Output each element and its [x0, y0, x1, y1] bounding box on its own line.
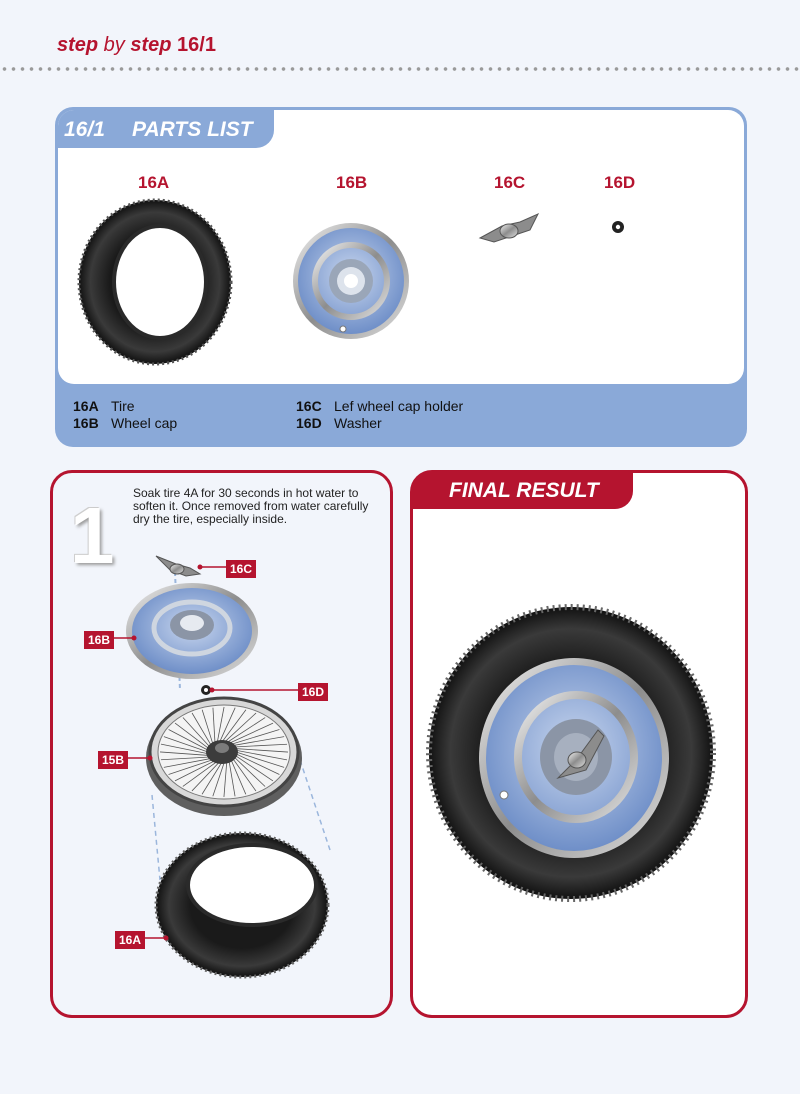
final-result-title: FINAL RESULT	[449, 479, 599, 502]
label-16b: 16B	[84, 631, 114, 649]
cap-holder-16c-image	[480, 214, 538, 242]
part-code-16a: 16A	[138, 173, 170, 192]
part-code-16c: 16C	[494, 173, 526, 192]
parts-list-title: PARTS LIST	[132, 118, 253, 141]
header-step-2: step	[130, 34, 172, 56]
part-code-16d: 16D	[604, 173, 636, 192]
header-by: by	[98, 34, 131, 56]
label-16d: 16D	[298, 683, 328, 701]
wheel-cap-16b-image	[293, 223, 409, 339]
header-number: 16/1	[171, 34, 216, 56]
part-code-16b: 16B	[336, 173, 368, 192]
label-16a: 16A	[115, 931, 145, 949]
label-15b: 15B	[98, 751, 128, 769]
step-number: 1	[70, 491, 115, 580]
final-result-tab	[411, 471, 633, 509]
parts-list-number: 16/1	[64, 118, 105, 141]
legend-row-16c: 16C Lef wheel cap holder	[296, 398, 464, 414]
washer-16d-image	[612, 221, 624, 233]
step1-instruction: Soak tire 4A for 30 seconds in hot water to soften it. Once removed from water carefully dry the tire, especially inside.	[133, 486, 369, 526]
final-result-panel	[410, 470, 748, 1018]
label-16c: 16C	[226, 560, 256, 578]
legend-row-16b: 16B Wheel cap	[73, 415, 178, 431]
legend-row-16d: 16D Washer	[296, 415, 382, 431]
tire-16a-image	[79, 200, 231, 364]
legend-row-16a: 16A Tire	[73, 398, 135, 414]
header-step: step	[57, 34, 99, 56]
